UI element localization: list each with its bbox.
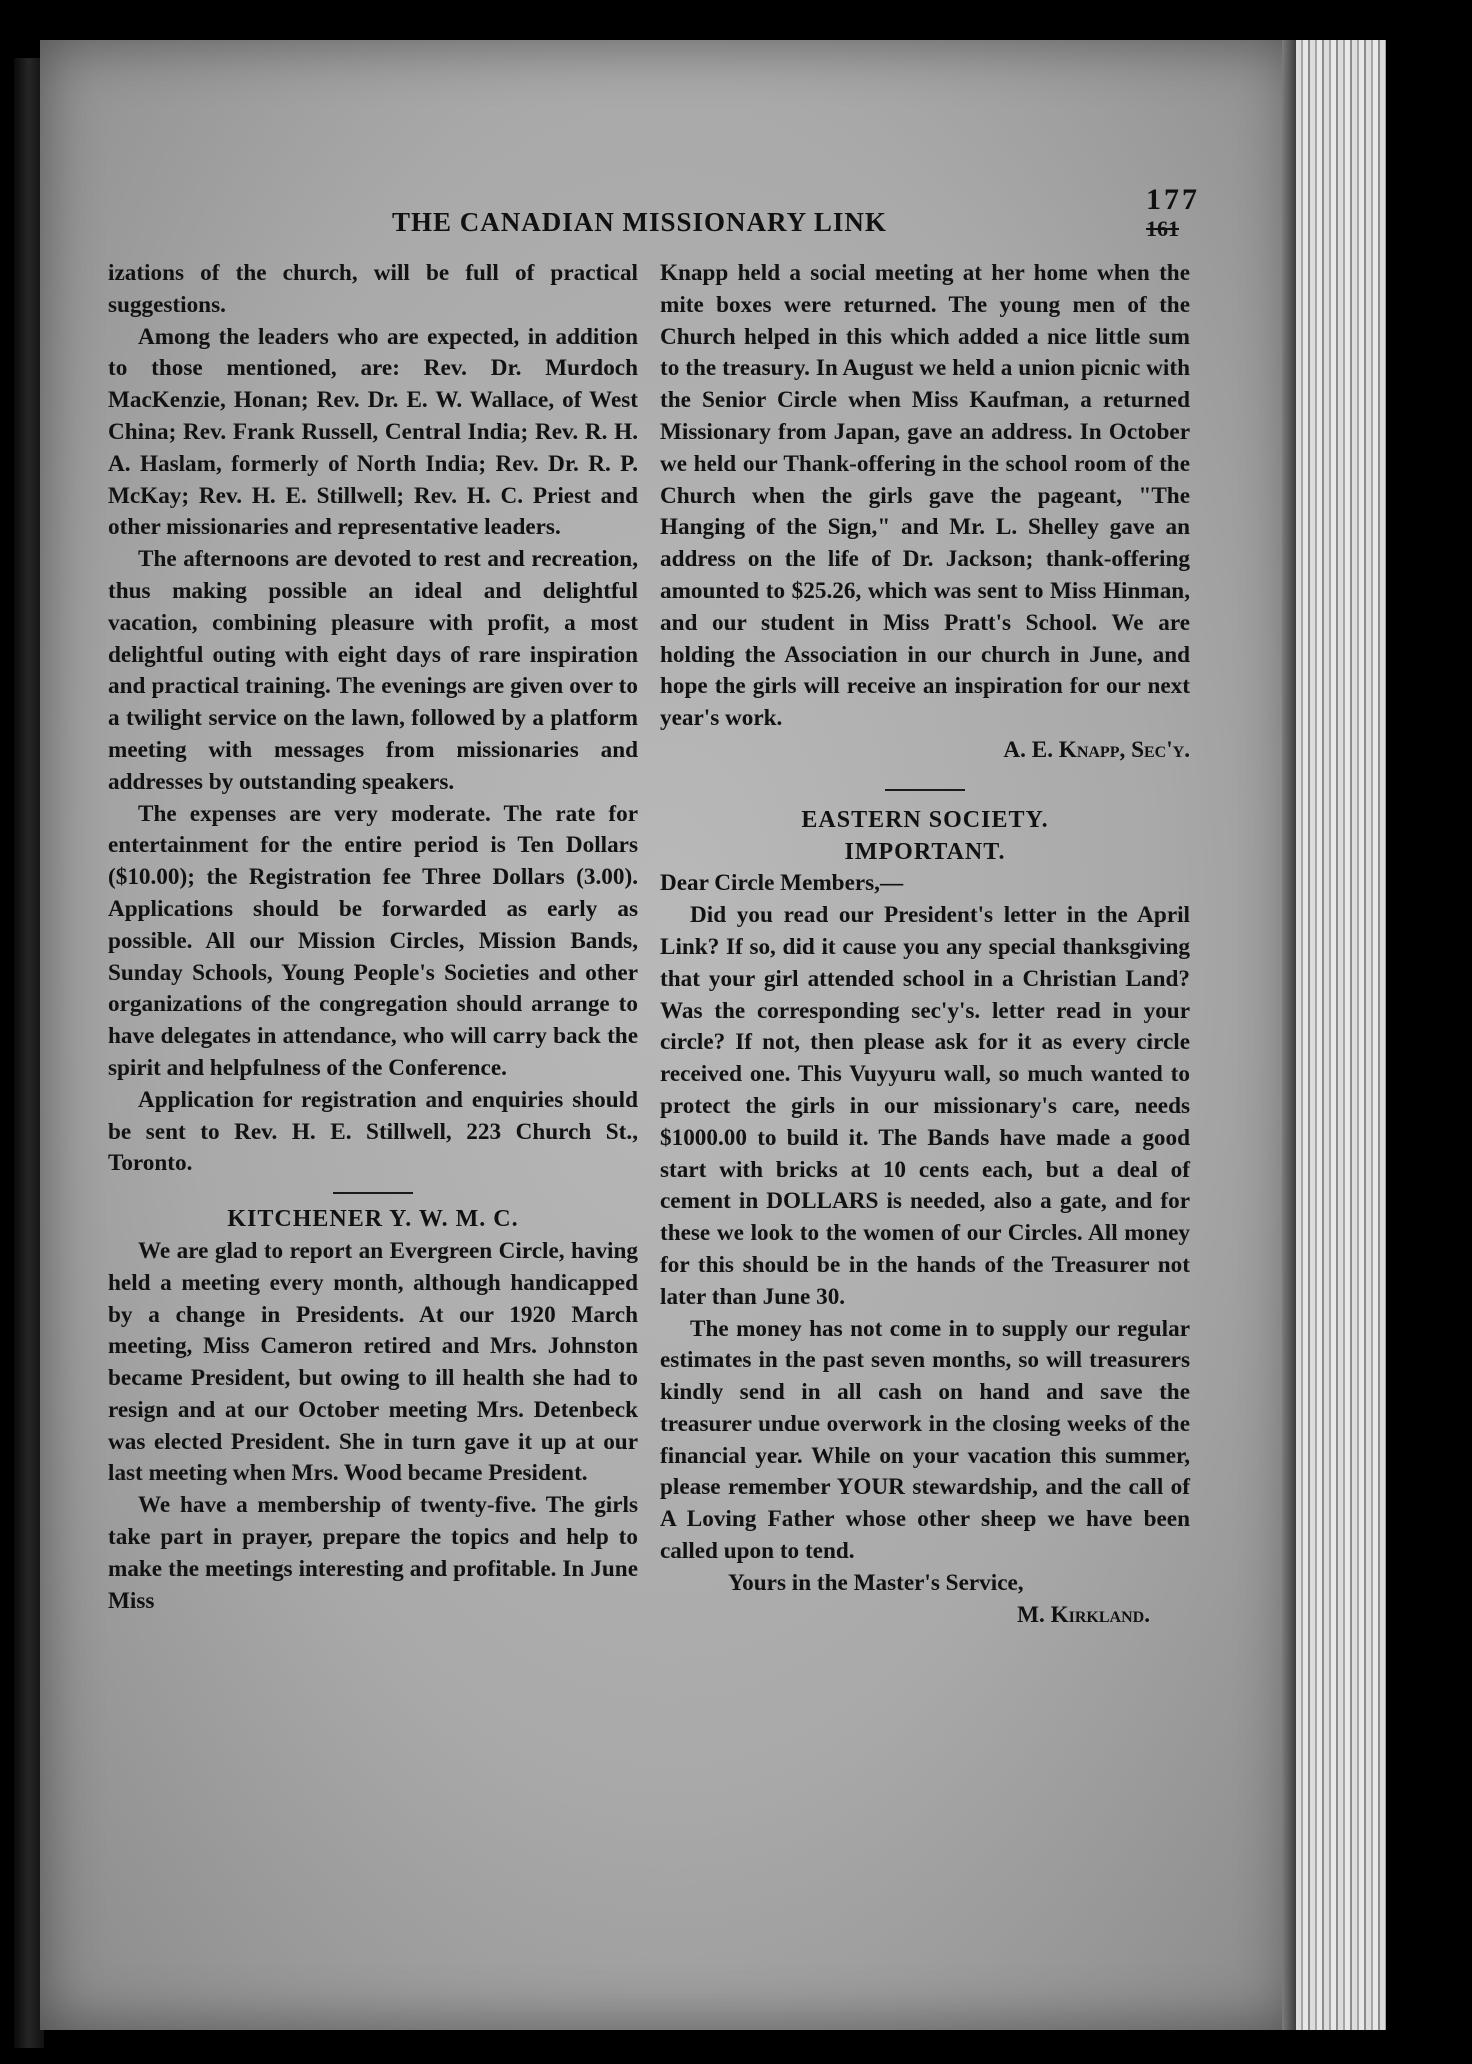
section-heading: EASTERN SOCIETY. — [801, 806, 1049, 833]
running-head: THE CANADIAN MISSIONARY LINK — [392, 207, 887, 237]
section-divider — [885, 789, 965, 791]
section-divider — [333, 1192, 413, 1194]
old-page-number: 161 — [1146, 216, 1179, 241]
paragraph: Did you read our President's letter in the April Link? If so, did it cause you any special thanksgiving that your girl attended school in a Christian Land? Was the corresponding sec'y's. letter read in your circle? If not, then please ask for it as every circle received one. This Vuyyuru wall, so much wanted to protect the girls in our missionary's care, needs $1000.00 to build it. The Bands have made a good start with bricks at 10 cents each, but a deal of cement in DOLLARS is needed, also a gate, and for these we look to the women of our Circles. All money for this should be in the hands of the Treasurer not later than June 30. — [660, 902, 1190, 1310]
paragraph: The money has not come in to supply our regular estimates in the past seven months, so will treasurers kindly send in all cash on hand and save the treasurer undue overwork in the closing weeks of the financial year. While on your vacation this summer, please remember YOUR stewardship, and the call of A Loving Father whose other sheep we have been called upon to tend. — [660, 1315, 1190, 1565]
paragraph: izations of the church, will be full of practical suggestions. — [108, 260, 638, 318]
page-stack-edge — [1296, 40, 1386, 2030]
paragraph: Knapp held a social meeting at her home when the mite boxes were returned. The young men of the Church helped in this which added a nice little sum to the treasury. In August we held a union picnic with the Senior Circle when Miss Kaufman, a returned Missionary from Japan, gave an address. In October we held our Thank-offering in the school room of the Church when the girls gave the pageant, "The Hanging of the Sign," and Mr. L. Shelley gave an address on the life of Dr. Jackson; thank-offering amounted to $25.26, which was sent to Miss Hinman, and our student in Miss Pratt's School. We are holding the Association in our church in June, and hope the girls will receive an inspiration for our next year's work. — [660, 260, 1190, 732]
paragraph: We are glad to report an Evergreen Circle, having held a meeting every month, although handicapped by a change in Presidents. At our 1920 March meeting, Miss Cameron retired and Mrs. Johnston became President, but owing to ill health she had to resign and at our October meeting Mrs. Detenbeck was elected President. She in turn gave it up at our last meeting when Mrs. Wood became President. — [108, 1237, 638, 1487]
signature: M. Kirkland. — [1017, 1601, 1150, 1628]
right-column — [660, 258, 1190, 1631]
section-heading: KITCHENER Y. W. M. C. — [227, 1206, 519, 1233]
salutation: Dear Circle Members,— — [660, 870, 904, 897]
paragraph: The afternoons are devoted to rest and recreation, thus making possible an ideal and delightful vacation, combining pleasure with profit, a most delightful outing with eight days of rare inspiration and practical training. The evenings are given over to a twilight service on the lawn, followed by a platform meeting with messages from missionaries and addresses by outstanding speakers. — [108, 546, 638, 795]
paragraph: Application for registration and enquiries should be sent to Rev. H. E. Stillwell, 223 Church St., Toronto. — [108, 1086, 638, 1177]
paragraph: We have a membership of twenty-five. The girls take part in prayer, prepare the topics and help to make the meetings interesting and profitable. In June Miss — [108, 1492, 638, 1614]
section-subheading: IMPORTANT. — [844, 838, 1006, 865]
paragraph: The expenses are very moderate. The rate for entertainment for the entire period is Ten Dollars ($10.00); the Registration fee Three Dollars (3.00). Applications should be forwarded as early as possible. All our Mission Circles, Mission Bands, Sunday Schools, Young People's Societies and other organizations of the congregation should arrange to have delegates in attendance, who will carry back the spirit and helpfulness of the Conference. — [108, 800, 638, 1081]
left-column — [108, 258, 638, 1617]
closing-line: Yours in the Master's Service, — [728, 1569, 1024, 1596]
page-number: 177 — [1146, 183, 1200, 216]
signature: A. E. Knapp, Sec'y. — [1003, 736, 1190, 763]
paragraph: Among the leaders who are expected, in addition to those mentioned, are: Rev. Dr. Murdoch MacKenzie, Honan; Rev. Dr. E. W. Wallace, of West China; Rev. Frank Russell, Central India; Rev. R. H. A. Haslam, formerly of North India; Rev. Dr. R. P. McKay; Rev. H. E. Stillwell; Rev. H. C. Priest and other missionaries and representative leaders. — [108, 323, 638, 541]
